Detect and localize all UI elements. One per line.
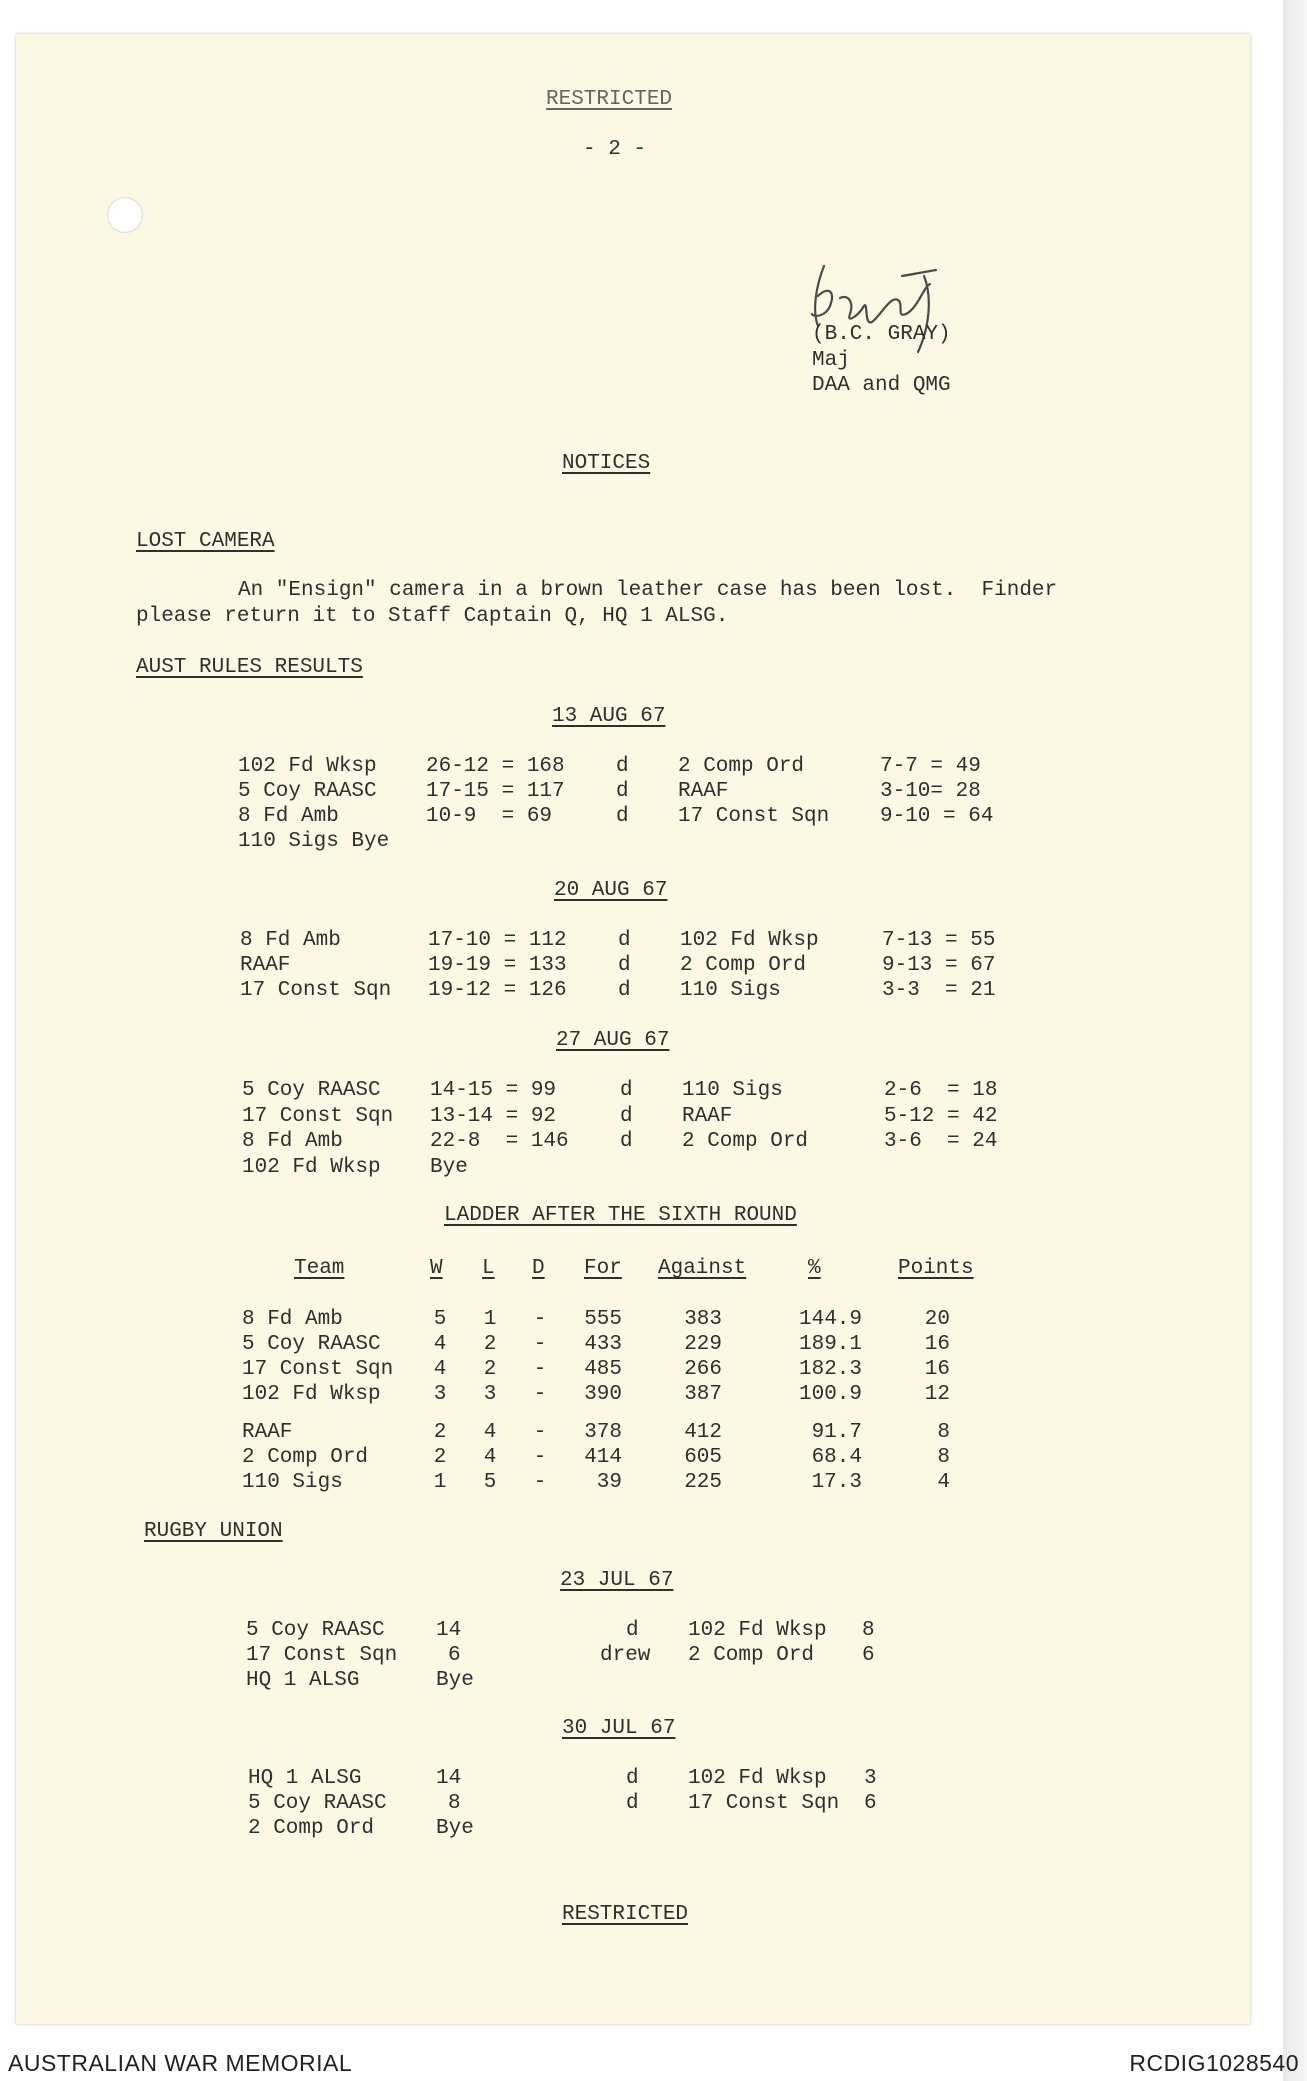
ladder-points: 20 <box>924 1308 950 1331</box>
ladder-percent: 17.3 <box>811 1471 862 1494</box>
scan-edge-strip <box>1283 0 1307 2081</box>
classification-header: RESTRICTED <box>546 88 673 111</box>
lost-camera-text-line2: please return it to Staff Captain Q, HQ 1 ALSG. <box>136 605 729 628</box>
home-team: 8 Fd Amb <box>240 929 341 952</box>
away-team: RAAF <box>682 1105 733 1128</box>
ladder-col-team: Team <box>294 1257 345 1280</box>
home-score: 14-15 = 99 <box>430 1079 557 1102</box>
round-date: 13 AUG 67 <box>552 705 666 728</box>
archive-id: RCDIG1028540 <box>1129 2050 1299 2076</box>
result-marker: d <box>616 780 629 803</box>
ladder-team: 110 Sigs <box>242 1471 343 1494</box>
away-score: 6 <box>864 1792 877 1815</box>
ladder-col-w: W <box>430 1257 443 1280</box>
ladder-for: 555 <box>584 1308 622 1331</box>
ladder-percent: 91.7 <box>811 1421 862 1444</box>
away-team: 2 Comp Ord <box>680 954 807 977</box>
away-score: 9-10 = 64 <box>880 805 994 828</box>
ladder-percent: 144.9 <box>798 1308 862 1331</box>
ladder-d: - <box>533 1446 547 1469</box>
ladder-w: 3 <box>433 1383 447 1406</box>
classification-footer: RESTRICTED <box>562 1903 689 1926</box>
ladder-for: 433 <box>584 1333 622 1356</box>
ladder-team: 102 Fd Wksp <box>242 1383 381 1406</box>
ladder-percent: 100.9 <box>798 1383 862 1406</box>
page-number: - 2 - <box>583 138 647 161</box>
home-score: 17-10 = 112 <box>428 929 567 952</box>
ladder-against: 225 <box>684 1471 722 1494</box>
home-score: 14 <box>436 1767 462 1790</box>
punch-hole <box>107 197 143 233</box>
home-score: 8 <box>448 1792 461 1815</box>
away-score: 5-12 = 42 <box>884 1105 998 1128</box>
result-marker: d <box>618 954 631 977</box>
away-team: 102 Fd Wksp <box>680 929 819 952</box>
aust-rules-heading: AUST RULES RESULTS <box>136 656 363 679</box>
ladder-d: - <box>533 1471 547 1494</box>
home-team: 2 Comp Ord <box>248 1817 375 1840</box>
home-team: 5 Coy RAASC <box>246 1619 385 1642</box>
home-score: Bye <box>436 1817 474 1840</box>
home-team: 8 Fd Amb <box>238 805 339 828</box>
ladder-col-percent: % <box>808 1257 821 1280</box>
lost-camera-heading: LOST CAMERA <box>136 530 275 553</box>
away-score: 9-13 = 67 <box>882 954 996 977</box>
result-marker: d <box>620 1105 633 1128</box>
away-score: 3-6 = 24 <box>884 1130 998 1153</box>
home-team: 5 Coy RAASC <box>248 1792 387 1815</box>
signatory-appointment: DAA and QMG <box>812 374 951 397</box>
ladder-against: 266 <box>684 1358 722 1381</box>
home-team: RAAF <box>240 954 291 977</box>
ladder-for: 390 <box>584 1383 622 1406</box>
ladder-l: 1 <box>483 1308 497 1331</box>
ladder-w: 4 <box>433 1333 447 1356</box>
ladder-against: 383 <box>684 1308 722 1331</box>
home-score: Bye <box>436 1669 474 1692</box>
ladder-points: 8 <box>937 1421 950 1444</box>
away-score: 3-3 = 21 <box>882 979 996 1002</box>
ladder-against: 605 <box>684 1446 722 1469</box>
home-team: 17 Const Sqn <box>240 979 392 1002</box>
home-team: 5 Coy RAASC <box>238 780 377 803</box>
away-team: 110 Sigs <box>680 979 781 1002</box>
result-marker: d <box>626 1792 639 1815</box>
ladder-team: 17 Const Sqn <box>242 1358 394 1381</box>
ladder-w: 4 <box>433 1358 447 1381</box>
away-score: 6 <box>862 1644 875 1667</box>
notices-title: NOTICES <box>562 452 651 475</box>
result-marker: d <box>626 1619 639 1642</box>
ladder-for: 485 <box>584 1358 622 1381</box>
ladder-col-l: L <box>482 1257 495 1280</box>
ladder-for: 414 <box>584 1446 622 1469</box>
away-score: 3-10= 28 <box>880 780 981 803</box>
away-score: 2-6 = 18 <box>884 1079 998 1102</box>
ladder-d: - <box>533 1383 547 1406</box>
home-team: 102 Fd Wksp <box>242 1156 381 1179</box>
ladder-w: 2 <box>433 1446 447 1469</box>
ladder-l: 4 <box>483 1446 497 1469</box>
ladder-col-against: Against <box>658 1257 747 1280</box>
ladder-title: LADDER AFTER THE SIXTH ROUND <box>444 1204 797 1227</box>
ladder-w: 2 <box>433 1421 447 1444</box>
home-score: 13-14 = 92 <box>430 1105 557 1128</box>
home-team: HQ 1 ALSG <box>246 1669 360 1692</box>
archive-credit: AUSTRALIAN WAR MEMORIAL <box>8 2050 353 2076</box>
result-marker: d <box>620 1130 633 1153</box>
home-team: 110 Sigs Bye <box>238 830 390 853</box>
away-team: RAAF <box>678 780 729 803</box>
ladder-points: 12 <box>924 1383 950 1406</box>
home-team: 17 Const Sqn <box>242 1105 394 1128</box>
away-score: 3 <box>864 1767 877 1790</box>
home-score: 17-15 = 117 <box>426 780 565 803</box>
ladder-team: 2 Comp Ord <box>242 1446 369 1469</box>
away-team: 17 Const Sqn <box>688 1792 840 1815</box>
ladder-points: 16 <box>924 1358 950 1381</box>
ladder-w: 5 <box>433 1308 447 1331</box>
away-team: 2 Comp Ord <box>688 1644 815 1667</box>
ladder-against: 412 <box>684 1421 722 1444</box>
ladder-percent: 68.4 <box>811 1446 862 1469</box>
ladder-d: - <box>533 1308 547 1331</box>
away-score: 8 <box>862 1619 875 1642</box>
ladder-against: 387 <box>684 1383 722 1406</box>
ladder-l: 2 <box>483 1333 497 1356</box>
ladder-team: RAAF <box>242 1421 293 1444</box>
round-date: 23 JUL 67 <box>560 1569 674 1592</box>
result-marker: d <box>616 805 629 828</box>
round-date: 20 AUG 67 <box>554 879 668 902</box>
result-marker: d <box>620 1079 633 1102</box>
ladder-points: 16 <box>924 1333 950 1356</box>
ladder-col-points: Points <box>898 1257 974 1280</box>
round-date: 30 JUL 67 <box>562 1717 676 1740</box>
ladder-d: - <box>533 1421 547 1444</box>
ladder-d: - <box>533 1358 547 1381</box>
result-marker: d <box>616 755 629 778</box>
home-team: 8 Fd Amb <box>242 1130 343 1153</box>
ladder-l: 5 <box>483 1471 497 1494</box>
ladder-percent: 189.1 <box>798 1333 862 1356</box>
result-marker: drew <box>600 1644 651 1667</box>
ladder-d: - <box>533 1333 547 1356</box>
away-team: 102 Fd Wksp <box>688 1619 827 1642</box>
ladder-points: 4 <box>937 1471 950 1494</box>
home-team: 17 Const Sqn <box>246 1644 398 1667</box>
ladder-percent: 182.3 <box>798 1358 862 1381</box>
away-team: 2 Comp Ord <box>678 755 805 778</box>
rugby-union-heading: RUGBY UNION <box>144 1520 283 1543</box>
ladder-w: 1 <box>433 1471 447 1494</box>
signatory-name: (B.C. GRAY) <box>812 323 951 346</box>
home-score: 10-9 = 69 <box>426 805 553 828</box>
result-marker: d <box>618 979 631 1002</box>
home-score: 6 <box>448 1644 461 1667</box>
away-score: 7-13 = 55 <box>882 929 996 952</box>
ladder-l: 4 <box>483 1421 497 1444</box>
ladder-col-for: For <box>584 1257 622 1280</box>
ladder-team: 8 Fd Amb <box>242 1308 343 1331</box>
away-team: 110 Sigs <box>682 1079 783 1102</box>
home-score: 26-12 = 168 <box>426 755 565 778</box>
home-score: 19-12 = 126 <box>428 979 567 1002</box>
ladder-points: 8 <box>937 1446 950 1469</box>
home-team: 102 Fd Wksp <box>238 755 377 778</box>
round-date: 27 AUG 67 <box>556 1029 670 1052</box>
ladder-team: 5 Coy RAASC <box>242 1333 381 1356</box>
home-team: 5 Coy RAASC <box>242 1079 381 1102</box>
ladder-l: 2 <box>483 1358 497 1381</box>
result-marker: d <box>626 1767 639 1790</box>
ladder-for: 378 <box>584 1421 622 1444</box>
home-score: 22-8 = 146 <box>430 1130 569 1153</box>
result-marker: d <box>618 929 631 952</box>
away-team: 17 Const Sqn <box>678 805 830 828</box>
away-team: 2 Comp Ord <box>682 1130 809 1153</box>
lost-camera-text-line1: An "Ensign" camera in a brown leather case has been lost. Finder <box>238 579 1058 602</box>
ladder-against: 229 <box>684 1333 722 1356</box>
away-score: 7-7 = 49 <box>880 755 981 778</box>
home-team: HQ 1 ALSG <box>248 1767 362 1790</box>
away-team: 102 Fd Wksp <box>688 1767 827 1790</box>
home-score: Bye <box>430 1156 468 1179</box>
home-score: 14 <box>436 1619 462 1642</box>
signatory-rank: Maj <box>812 349 850 372</box>
ladder-col-d: D <box>532 1257 545 1280</box>
ladder-l: 3 <box>483 1383 497 1406</box>
home-score: 19-19 = 133 <box>428 954 567 977</box>
ladder-for: 39 <box>596 1471 622 1494</box>
